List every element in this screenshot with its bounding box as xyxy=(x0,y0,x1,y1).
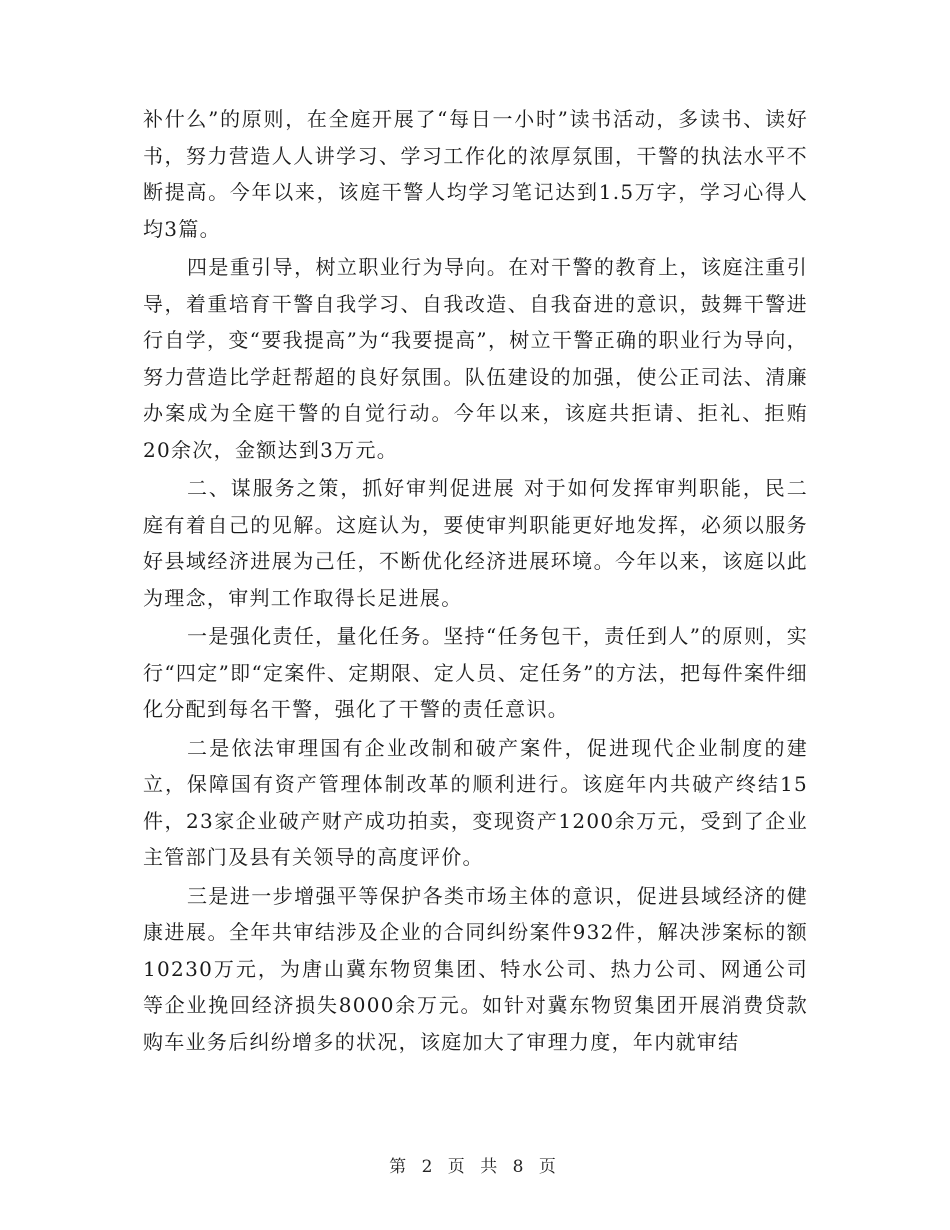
paragraph-2: 四是重引导，树立职业行为导向。在对干警的教育上，该庭注重引导，着重培育干警自我学习、自我改造、自我奋进的意识，鼓舞干警进行自学，变“要我提高”为“我要提高”，树立干警正确的职业行为导向，努力营造比学赶帮超的良好氛围。队伍建设的加强，使公正司法、清廉办案成为全庭干警的自觉行动。今年以来，该庭共拒请、拒礼、拒贿20余次，金额达到3万元。 xyxy=(143,255,808,462)
paragraph-6: 三是进一步增强平等保护各类市场主体的意识，促进县域经济的健康进展。全年共审结涉及企业的合同纠纷案件932件，解决涉案标的额10230万元，为唐山冀东物贸集团、特水公司、热力公司、网通公司等企业挽回经济损失8000余万元。如针对冀东物贸集团开展消费贷款购车业务后纠纷增多的状况，该庭加大了审理力度，年内就审结 xyxy=(143,883,808,1054)
paragraph-5: 二是依法审理国有企业改制和破产案件，促进现代企业制度的建立，保障国有资产管理体制改革的顺利进行。该庭年内共破产终结15件，23家企业破产财产成功拍卖，变现资产1200余万元，受到了企业主管部门及县有关领导的高度评价。 xyxy=(143,735,808,869)
paragraph-3: 二、谋服务之策，抓好审判促进展 对于如何发挥审判职能，民二庭有着自己的见解。这庭认为，要使审判职能更好地发挥，必须以服务好县域经济进展为己任，不断优化经济进展环境。今年以来，该庭以此为理念，审判工作取得长足进展。 xyxy=(143,476,808,610)
document-body xyxy=(143,101,808,1062)
paragraph-1: 补什么”的原则，在全庭开展了“每日一小时”读书活动，多读书、读好书，努力营造人人讲学习、学习工作化的浓厚氛围，干警的执法水平不断提高。今年以来，该庭干警人均学习笔记达到1.5万字，学习心得人均3篇。 xyxy=(143,107,808,241)
paragraph-4: 一是强化责任，量化任务。坚持“任务包干，责任到人”的原则，实行“四定”即“定案件、定期限、定人员、定任务”的方法，把每件案件细化分配到每名干警，强化了干警的责任意识。 xyxy=(143,624,808,721)
page-footer: 第 2 页 共 8 页 xyxy=(389,1157,561,1177)
